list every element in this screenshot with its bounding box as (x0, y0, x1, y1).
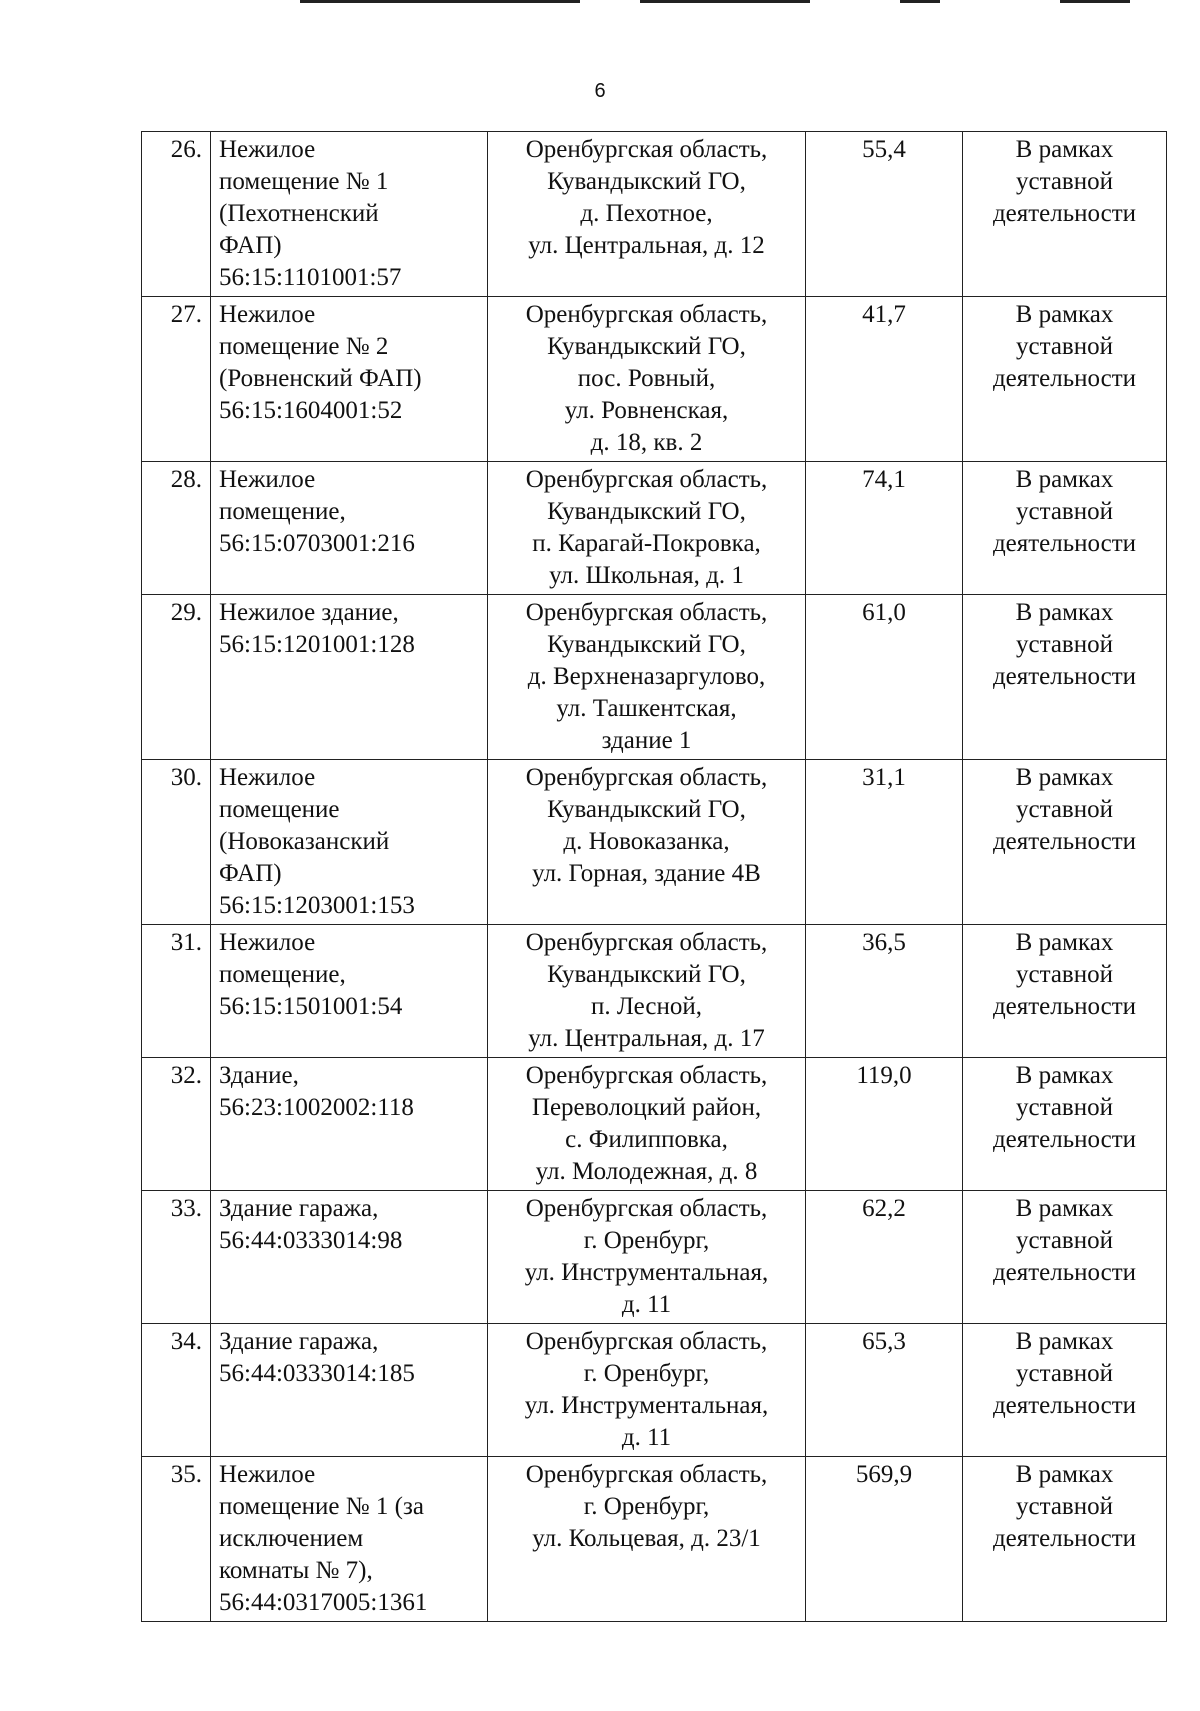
address-cell (488, 132, 806, 297)
purpose-line: В рамках (1015, 1328, 1114, 1355)
area-cell: 55,4 (806, 132, 963, 297)
area-cell: 62,2 (806, 1191, 963, 1324)
object-name-line: исключением (219, 1525, 364, 1552)
address-line: Оренбургская область, (525, 1328, 768, 1355)
address-cell (488, 1457, 806, 1622)
page-number: 6 (594, 80, 606, 102)
address-line: Кувандыкский ГО, (547, 631, 746, 658)
object-name-line: Нежилое здание, (219, 599, 399, 626)
address-cell (488, 595, 806, 760)
purpose-cell (963, 595, 1167, 760)
row-number: 32. (142, 1058, 211, 1191)
property-table-body (142, 132, 1167, 1622)
address-line: Оренбургская область, (525, 301, 768, 328)
row-number: 28. (142, 462, 211, 595)
area-cell: 65,3 (806, 1324, 963, 1457)
address-line: ул. Школьная, д. 1 (549, 562, 744, 589)
purpose-line: деятельности (992, 530, 1137, 557)
address-line: с. Филипповка, (565, 1126, 728, 1153)
table-row (142, 1191, 1167, 1324)
address-line: ул. Инструментальная, (524, 1259, 769, 1286)
property-table (141, 131, 1167, 1622)
address-line: Оренбургская область, (525, 136, 768, 163)
address-line: Оренбургская область, (525, 466, 768, 493)
object-name-cell (211, 462, 488, 595)
address-line: Оренбургская область, (525, 1461, 768, 1488)
purpose-line: уставной (1016, 168, 1113, 195)
address-cell (488, 1058, 806, 1191)
object-name-line: 56:44:0333014:98 (219, 1227, 403, 1254)
table-row (142, 132, 1167, 297)
table-row (142, 297, 1167, 462)
address-line: д. Верхненазаргулово, (527, 663, 766, 690)
purpose-cell (963, 462, 1167, 595)
object-name-line: помещение (219, 796, 340, 823)
object-name-line: комнаты № 7), (219, 1557, 373, 1584)
object-name-line: (Новоказанский (219, 828, 390, 855)
purpose-line: уставной (1016, 1094, 1113, 1121)
row-number: 34. (142, 1324, 211, 1457)
purpose-line: уставной (1016, 631, 1113, 658)
table-row (142, 925, 1167, 1058)
object-name-cell (211, 1191, 488, 1324)
purpose-line: В рамках (1015, 599, 1114, 626)
row-number: 26. (142, 132, 211, 297)
object-name-line: 56:15:1201001:128 (219, 631, 415, 658)
address-line: г. Оренбург, (583, 1360, 710, 1387)
address-line: ул. Горная, здание 4В (532, 860, 761, 887)
purpose-line: В рамках (1015, 1195, 1114, 1222)
address-cell (488, 1324, 806, 1457)
object-name-line: Нежилое (219, 1461, 316, 1488)
object-name-line: помещение, (219, 961, 346, 988)
object-name-line: Нежилое (219, 136, 316, 163)
object-name-cell (211, 595, 488, 760)
area-cell: 61,0 (806, 595, 963, 760)
object-name-line: Нежилое (219, 301, 316, 328)
address-line: ул. Молодежная, д. 8 (535, 1158, 758, 1185)
purpose-line: В рамках (1015, 301, 1114, 328)
object-name-line: 56:44:0317005:1361 (219, 1589, 428, 1616)
object-name-line: помещение, (219, 498, 346, 525)
address-cell (488, 1191, 806, 1324)
address-line: д. Пехотное, (580, 200, 713, 227)
purpose-cell (963, 1058, 1167, 1191)
area-cell: 41,7 (806, 297, 963, 462)
object-name-line: помещение № 2 (219, 333, 389, 360)
purpose-line: В рамках (1015, 764, 1114, 791)
address-line: д. 11 (621, 1424, 672, 1451)
purpose-line: уставной (1016, 1227, 1113, 1254)
object-name-line: 56:15:0703001:216 (219, 530, 415, 557)
purpose-cell (963, 1324, 1167, 1457)
address-cell (488, 462, 806, 595)
object-name-cell (211, 1457, 488, 1622)
address-line: Кувандыкский ГО, (547, 333, 746, 360)
table-row (142, 595, 1167, 760)
purpose-line: В рамках (1015, 1062, 1114, 1089)
purpose-line: деятельности (992, 1525, 1137, 1552)
address-line: ул. Центральная, д. 12 (528, 232, 765, 259)
purpose-line: В рамках (1015, 1461, 1114, 1488)
object-name-line: 56:15:1101001:57 (219, 264, 402, 291)
object-name-line: Нежилое (219, 764, 316, 791)
object-name-line: 56:23:1002002:118 (219, 1094, 414, 1121)
purpose-line: уставной (1016, 333, 1113, 360)
row-number: 30. (142, 760, 211, 925)
scan-edge-marks (0, 0, 1200, 6)
address-line: Переволоцкий район, (531, 1094, 762, 1121)
object-name-cell (211, 1058, 488, 1191)
area-cell: 36,5 (806, 925, 963, 1058)
object-name-line: Здание, (219, 1062, 299, 1089)
address-line: Кувандыкский ГО, (547, 796, 746, 823)
object-name-line: Здание гаража, (219, 1195, 379, 1222)
object-name-line: 56:15:1203001:153 (219, 892, 415, 919)
object-name-cell (211, 297, 488, 462)
address-line: п. Лесной, (591, 993, 702, 1020)
object-name-line: (Пехотненский (219, 200, 379, 227)
purpose-line: уставной (1016, 498, 1113, 525)
table-row (142, 760, 1167, 925)
purpose-line: деятельности (992, 828, 1137, 855)
purpose-line: В рамках (1015, 929, 1114, 956)
address-line: Оренбургская область, (525, 1195, 768, 1222)
area-cell: 119,0 (806, 1058, 963, 1191)
object-name-line: ФАП) (219, 232, 282, 259)
address-cell (488, 297, 806, 462)
address-line: д. 11 (621, 1291, 672, 1318)
address-line: д. 18, кв. 2 (590, 429, 703, 456)
address-line: ул. Инструментальная, (524, 1392, 769, 1419)
address-line: г. Оренбург, (583, 1227, 710, 1254)
purpose-cell (963, 760, 1167, 925)
purpose-line: уставной (1016, 1360, 1113, 1387)
address-cell (488, 760, 806, 925)
purpose-line: деятельности (992, 663, 1137, 690)
address-line: Оренбургская область, (525, 599, 768, 626)
purpose-line: деятельности (992, 1126, 1137, 1153)
table-row (142, 1058, 1167, 1191)
purpose-cell (963, 132, 1167, 297)
purpose-cell (963, 297, 1167, 462)
address-line: г. Оренбург, (583, 1493, 710, 1520)
purpose-line: деятельности (992, 1392, 1137, 1419)
object-name-line: Нежилое (219, 929, 316, 956)
row-number: 27. (142, 297, 211, 462)
purpose-cell (963, 925, 1167, 1058)
area-cell: 569,9 (806, 1457, 963, 1622)
object-name-line: 56:15:1501001:54 (219, 993, 403, 1020)
object-name-line: 56:44:0333014:185 (219, 1360, 415, 1387)
purpose-line: деятельности (992, 200, 1137, 227)
address-line: ул. Ташкентская, (556, 695, 737, 722)
address-line: пос. Ровный, (577, 365, 716, 392)
address-cell (488, 925, 806, 1058)
table-row (142, 1457, 1167, 1622)
address-line: Кувандыкский ГО, (547, 168, 746, 195)
address-line: Оренбургская область, (525, 764, 768, 791)
object-name-line: 56:15:1604001:52 (219, 397, 403, 424)
purpose-line: деятельности (992, 1259, 1137, 1286)
purpose-cell (963, 1457, 1167, 1622)
row-number: 33. (142, 1191, 211, 1324)
area-cell: 74,1 (806, 462, 963, 595)
area-cell: 31,1 (806, 760, 963, 925)
address-line: Кувандыкский ГО, (547, 961, 746, 988)
table-row (142, 462, 1167, 595)
row-number: 31. (142, 925, 211, 1058)
purpose-line: уставной (1016, 1493, 1113, 1520)
object-name-cell (211, 925, 488, 1058)
object-name-line: помещение № 1 (за (219, 1493, 424, 1520)
address-line: Кувандыкский ГО, (547, 498, 746, 525)
purpose-line: уставной (1016, 796, 1113, 823)
address-line: Оренбургская область, (525, 929, 768, 956)
address-line: п. Карагай-Покровка, (532, 530, 761, 557)
object-name-line: помещение № 1 (219, 168, 389, 195)
object-name-line: ФАП) (219, 860, 282, 887)
table-row (142, 1324, 1167, 1457)
address-line: ул. Ровненская, (564, 397, 729, 424)
object-name-line: Нежилое (219, 466, 316, 493)
row-number: 35. (142, 1457, 211, 1622)
address-line: ул. Кольцевая, д. 23/1 (532, 1525, 761, 1552)
purpose-cell (963, 1191, 1167, 1324)
purpose-line: уставной (1016, 961, 1113, 988)
object-name-cell (211, 132, 488, 297)
object-name-line: Здание гаража, (219, 1328, 379, 1355)
address-line: ул. Центральная, д. 17 (528, 1025, 765, 1052)
address-line: здание 1 (601, 727, 692, 754)
purpose-line: В рамках (1015, 466, 1114, 493)
object-name-line: (Ровненский ФАП) (219, 365, 422, 392)
row-number: 29. (142, 595, 211, 760)
purpose-line: В рамках (1015, 136, 1114, 163)
address-line: Оренбургская область, (525, 1062, 768, 1089)
object-name-cell (211, 1324, 488, 1457)
purpose-line: деятельности (992, 993, 1137, 1020)
address-line: д. Новоказанка, (563, 828, 730, 855)
purpose-line: деятельности (992, 365, 1137, 392)
object-name-cell (211, 760, 488, 925)
